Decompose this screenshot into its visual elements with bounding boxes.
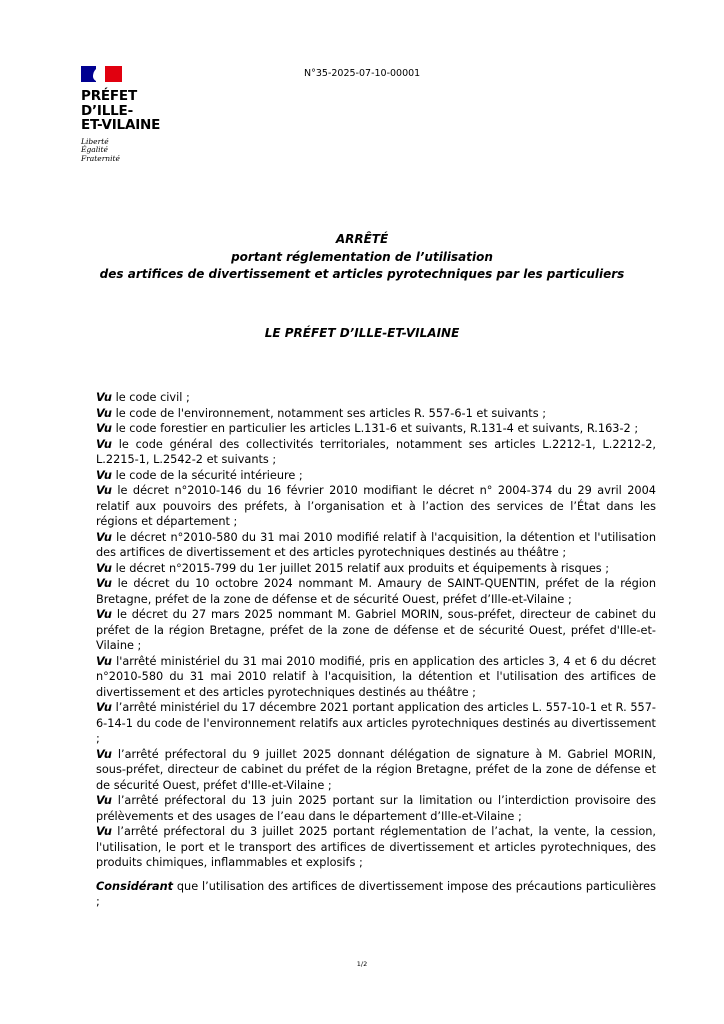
visa-item: Vu le code de l'environnement, notamment ses articles R. 557-6-1 et suivants ; bbox=[96, 406, 547, 420]
visa-item: Vu le décret n°2010-146 du 16 février 2010 modifiant le décret n° 2004-374 du 29 avril 2004 relatif aux pouvoirs des préfets, à l’organisation et à l’action des services de l’État dans les régions et département ; bbox=[96, 484, 656, 528]
visa-item: Vu le code forestier en particulier les articles L.131-6 et suivants, R.131-4 et suivants, R.163-2 ; bbox=[96, 422, 639, 435]
visa-item: Vu le décret du 27 mars 2025 nommant M. Gabriel MORIN, sous-préfet, directeur de cabinet du préfet de la région Bretagne, préfet de la zone de défense et de sécurité Ouest, préfet d'Ille-et-Vilaine ; bbox=[96, 608, 657, 652]
visa-item: Vu le code de la sécurité intérieure ; bbox=[96, 468, 303, 482]
visa-item: Vu le décret n°2015-799 du 1er juillet 2015 relatif aux produits et équipements à risques ; bbox=[96, 561, 610, 575]
visa-item: Vu l’arrêté ministériel du 17 décembre 2021 portant application des articles L. 557-10-1 et R. 557-6-14-1 du code de l'environnement relatifs aux articles pyrotechniques destinés au divertissement ; bbox=[96, 701, 656, 745]
prefet-name: PRÉFET D’ILLE- ET-VILAINE bbox=[81, 88, 161, 133]
visas-section bbox=[96, 390, 656, 910]
visa-item: Vu le décret du 10 octobre 2024 nommant M. Amaury de SAINT-QUENTIN, préfet de la région Bretagne, préfet de la zone de défense et de sécurité Ouest, préfet d’Ille-et-Vilaine ; bbox=[96, 577, 657, 606]
title-line-2: portant réglementation de l’utilisation bbox=[231, 249, 493, 264]
prefet-heading: LE PRÉFET D’ILLE-ET-VILAINE bbox=[264, 326, 460, 340]
considerant-item: Considérant que l’utilisation des artifices de divertissement impose des précautions particulières ; bbox=[96, 879, 656, 908]
page-number: 1/2 bbox=[356, 960, 368, 968]
title-line-1: ARRÊTÉ bbox=[335, 232, 389, 246]
visa-item: Vu le décret n°2010-580 du 31 mai 2010 modifié relatif à l'acquisition, la détention et l'utilisation des artifices de divertissement et des articles pyrotechniques destinés au théâtre ; bbox=[96, 530, 656, 559]
title-line-3: des artifices de divertissement et articles pyrotechniques par les particuliers bbox=[99, 267, 625, 281]
prefecture-logo bbox=[81, 66, 160, 163]
marianne-flag-icon bbox=[81, 66, 122, 82]
republic-motto: Liberté Égalité Fraternité bbox=[81, 136, 120, 163]
visa-item: Vu l'arrêté ministériel du 31 mai 2010 modifié, pris en application des articles 3, 4 et 6 du décret n°2010-580 du 31 mai 2010 relatif à l'acquisition, la détention et l'utilisation des artifices de divertissement et des articles pyrotechniques destinés au théâtre ; bbox=[96, 654, 656, 699]
visa-item: Vu le code civil ; bbox=[96, 391, 190, 404]
document-title bbox=[0, 231, 724, 284]
visa-item: Vu l’arrêté préfectoral du 3 juillet 2025 portant réglementation de l’achat, la vente, la cession, l'utilisation, le port et le transport des artifices de divertissement et articles pyrotechniques, des produits chimiques, inflammables et explosifs ; bbox=[96, 825, 656, 869]
visa-item: Vu l’arrêté préfectoral du 13 juin 2025 portant sur la limitation ou l’interdiction provisoire des prélèvements et des usages de l’eau dans le département d’Ille-et-Vilaine ; bbox=[96, 794, 656, 823]
document-reference: N°35-2025-07-10-00001 bbox=[304, 68, 421, 79]
visa-item: Vu l’arrêté préfectoral du 9 juillet 2025 donnant délégation de signature à M. Gabriel MORIN, sous-préfet, directeur de cabinet du préfet de la région Bretagne, préfet de la zone de défense et de sécurité Ouest, préfet d'Ille-et-Vilaine ; bbox=[96, 747, 656, 792]
visa-item: Vu le code général des collectivités territoriales, notamment ses articles L.2212-1, L.2212-2, L.2215-1, L.2542-2 et suivants ; bbox=[96, 437, 657, 466]
